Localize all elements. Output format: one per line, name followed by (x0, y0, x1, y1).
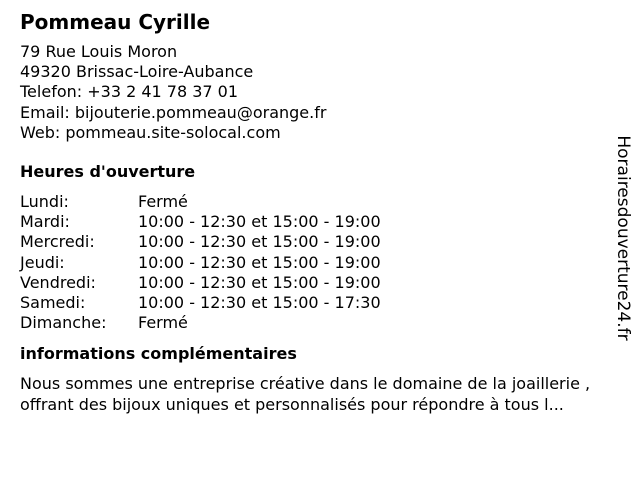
hours-row-wednesday (20, 232, 620, 252)
address-street: 79 Rue Louis Moron (20, 42, 178, 61)
day-label: Mercredi: (20, 232, 95, 252)
hours-row-friday (20, 273, 620, 293)
day-label: Mardi: (20, 212, 70, 232)
day-hours: Fermé (138, 313, 188, 333)
phone-line: Telefon: +33 2 41 78 37 01 (20, 82, 239, 102)
contact-block (20, 42, 620, 143)
day-label: Lundi: (20, 192, 69, 212)
hours-row-sunday (20, 313, 620, 333)
web-line: Web: pommeau.site-solocal.com (20, 122, 281, 142)
day-label: Vendredi: (20, 272, 96, 292)
day-hours: 10:00 - 12:30 et 15:00 - 19:00 (138, 272, 381, 292)
info-description: Nous sommes une entreprise créative dans le domaine de la joaillerie , offrant des bijoux uniques et personnalisés pour répondre à tous l... (20, 374, 591, 414)
day-label: Jeudi: (20, 252, 65, 272)
hours-heading: Heures d'ouverture (20, 162, 196, 182)
day-hours: 10:00 - 12:30 et 15:00 - 19:00 (138, 232, 381, 252)
hours-row-monday (20, 192, 620, 212)
address-city: 49320 Brissac-Loire-Aubance (20, 62, 254, 82)
info-heading: informations complémentaires (20, 344, 297, 364)
hours-row-thursday (20, 253, 620, 273)
site-watermark: Horairesdouverture24.fr (613, 135, 633, 341)
day-hours: 10:00 - 12:30 et 15:00 - 17:30 (138, 293, 381, 313)
business-card (20, 9, 620, 415)
day-label: Samedi: (20, 293, 86, 313)
day-label: Dimanche: (20, 313, 107, 333)
day-hours: Fermé (138, 192, 188, 212)
hours-row-tuesday (20, 212, 620, 232)
hours-table (20, 192, 620, 333)
hours-row-saturday (20, 293, 620, 313)
day-hours: 10:00 - 12:30 et 15:00 - 19:00 (138, 252, 381, 272)
business-name: Pommeau Cyrille (20, 10, 211, 34)
day-hours: 10:00 - 12:30 et 15:00 - 19:00 (138, 212, 381, 232)
email-line: Email: bijouterie.pommeau@orange.fr (20, 102, 327, 122)
